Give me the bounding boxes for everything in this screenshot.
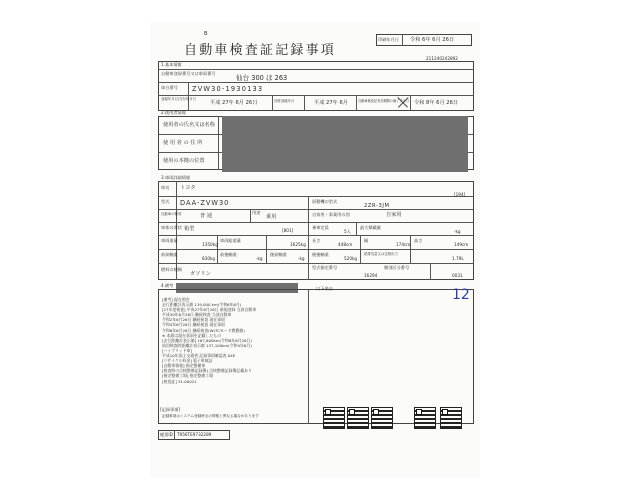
issue-date-value: 令和 6年 6月 26日 — [410, 37, 455, 43]
rear-axle-value: 520kg — [344, 256, 358, 261]
note-line: [検査時の点検整備記録簿] 点検整備記録簿記載あり — [162, 368, 252, 374]
chassis-number-value: ZVW30-1930133 — [192, 85, 264, 93]
private-business-label: 自家用・事業用の別 — [312, 212, 350, 217]
body-shape-code: [801] — [282, 228, 294, 233]
note-line: [自動車情報] 指定整備車 — [162, 363, 206, 369]
note-line: 平成30年6月26日 継続検査 当該自動車 — [162, 312, 232, 318]
base-location-label: 使用の本拠の位置 — [163, 158, 205, 164]
registration-number-value: 仙台 300 ほ 263 — [236, 74, 288, 82]
rear-axle-label: 後後軸重 — [312, 252, 329, 257]
model-value: DAA-ZVW30 — [180, 199, 230, 207]
note-line: 走行距離計表示値 119,000 km(令和6年6月) — [162, 302, 242, 308]
note-line: 平成10年国土交通省 記録事項確認表 04E — [162, 353, 236, 359]
body-shape-value: 箱型 — [184, 226, 195, 232]
section-basic-info: 1.基本情報 — [161, 62, 182, 67]
length-value: 448cm — [338, 242, 353, 247]
capacity-label: 乗車定員 — [312, 225, 329, 230]
front-axle-label: 前前軸重 — [161, 252, 178, 257]
qr-code-3 — [371, 407, 393, 429]
vehicle-type-value: 普 通 — [200, 213, 213, 219]
rear-front-axle-value: -kg — [298, 256, 305, 261]
note-line: [走行距離計表示値] 167,600km(令和6年6月26日) — [162, 337, 252, 343]
note-line: [検査証] 31-00021 — [162, 378, 197, 384]
qr-code-5 — [440, 407, 462, 429]
expiry-date-value: 令和 8年 6月 26日 — [414, 100, 459, 106]
type-designation-label: 型式指定番号 — [312, 265, 338, 270]
form-id-value: T956TE9732289 — [177, 432, 212, 437]
first-registration-value: 平成 27年 6月 — [314, 100, 348, 106]
section-vehicle-details: 3.車両詳細情報 — [161, 175, 191, 180]
user-address-label: 使 用 者 の 住 所 — [163, 140, 203, 146]
redacted-user-info — [222, 116, 468, 172]
footer-label: [記録事項] — [160, 407, 181, 412]
engine-model-value: 2ZR-3JM — [364, 203, 390, 209]
use-label: 用途 — [252, 210, 261, 215]
first-registration-label: 初度登録年月 — [274, 99, 295, 103]
user-name-label: 使用者の氏名又は名称 — [163, 122, 215, 128]
gross-weight-value: 1625kg — [290, 242, 306, 247]
note-line: [備考] 現在照会 — [162, 297, 190, 302]
gross-weight-label: 車両総重量 — [220, 238, 241, 243]
fuel-type-label: 燃料の種類 — [161, 267, 182, 272]
note-line: 令和2年6月26日 継続検査 現在事項 — [162, 317, 225, 323]
private-business-value: 自家用 — [386, 212, 402, 218]
displacement-label: 総排気量又は定格出力 — [364, 252, 398, 256]
note-line: 令和4年6月26日 継続検査 現在事項 — [162, 322, 225, 328]
chassis-number-label: 車台番号 — [161, 85, 178, 90]
note-line: [ハイブリッド車] — [162, 347, 192, 353]
fuel-type-value: ガソリン — [190, 271, 211, 277]
section-notes: 4.備考 — [161, 283, 174, 288]
form-id-label: 帳票ID — [160, 432, 173, 437]
width-value: 174cm — [396, 242, 411, 247]
class-number-value: 0031 — [452, 273, 463, 278]
notes-blank-marker: 以下余白 — [316, 286, 333, 291]
notes-list — [162, 297, 306, 384]
registration-number-label: 自動車登録番号又は車両番号 — [161, 71, 216, 76]
max-load-label: 最大積載量 — [360, 225, 381, 230]
maker-value: トヨタ — [180, 185, 196, 191]
issue-date-label: 印刷年月日 — [378, 37, 399, 42]
note-line: 令和6年6月26日 継続検査(WLTCモード燃費値) — [162, 327, 245, 333]
note-line: 前回検査時距離計表示値 137,100km(令和4年6月) — [162, 342, 252, 348]
model-label: 型式 — [161, 199, 170, 204]
qr-code-2 — [347, 407, 369, 429]
registration-date-label: 登録年月日/交付年月日 — [161, 97, 197, 101]
document-title: 自動車検査証記録事項 — [184, 43, 337, 58]
maker-code: [194] — [454, 192, 466, 197]
height-value: 149cm — [454, 242, 469, 247]
section-user-info: 2.使用者情報 — [161, 110, 186, 115]
note-line: [指定整備工場] 指定整備工場 — [162, 373, 213, 379]
type-designation-value: 16294 — [364, 273, 378, 278]
front-rear-axle-value: -kg — [256, 256, 263, 261]
handwritten-number: 12 — [452, 287, 470, 303]
registration-date-value: 平成 27年 6月 26日 — [210, 100, 258, 106]
rear-front-axle-label: 後前軸重 — [270, 252, 287, 257]
note-line: [リサイクル料金] 電子車検証 — [162, 358, 213, 364]
vehicle-type-label: 自動車の種別 — [161, 212, 182, 216]
height-label: 高さ — [414, 238, 423, 243]
document-mark: B — [204, 31, 208, 37]
use-value: 乗用 — [266, 214, 277, 220]
vehicle-weight-label: 車両重量 — [161, 238, 178, 243]
front-rear-axle-label: 前後軸重 — [220, 252, 237, 257]
length-label: 長さ — [312, 238, 321, 243]
engine-model-label: 原動機の型式 — [312, 199, 338, 204]
displacement-value: 1.79L — [452, 256, 464, 261]
qr-code-4 — [414, 407, 436, 429]
note-line: ※ 本紙は現在事項を記載したもの — [162, 332, 221, 338]
document-number: 211240242892 — [426, 56, 458, 61]
expiry-date-label: 自動車検査証有効期間の満了する日 — [358, 99, 409, 103]
capacity-value: 5人 — [344, 229, 351, 234]
note-line: [27年度検査] 平成27年6月26日 新規登録 当該自動車 — [162, 307, 257, 313]
qr-code-1 — [323, 407, 345, 429]
width-label: 幅 — [364, 238, 369, 243]
front-axle-value: 830kg — [202, 256, 216, 261]
footer-note: 記録事項はシステム登録時点の情報と異なる場合があります — [162, 414, 259, 418]
max-load-value: -kg — [454, 229, 461, 234]
vehicle-weight-value: 1350kg — [202, 242, 218, 247]
body-shape-label: 車体の形状 — [161, 225, 182, 230]
maker-label: 車名 — [161, 185, 170, 190]
class-number-label: 類別区分番号 — [384, 265, 410, 270]
